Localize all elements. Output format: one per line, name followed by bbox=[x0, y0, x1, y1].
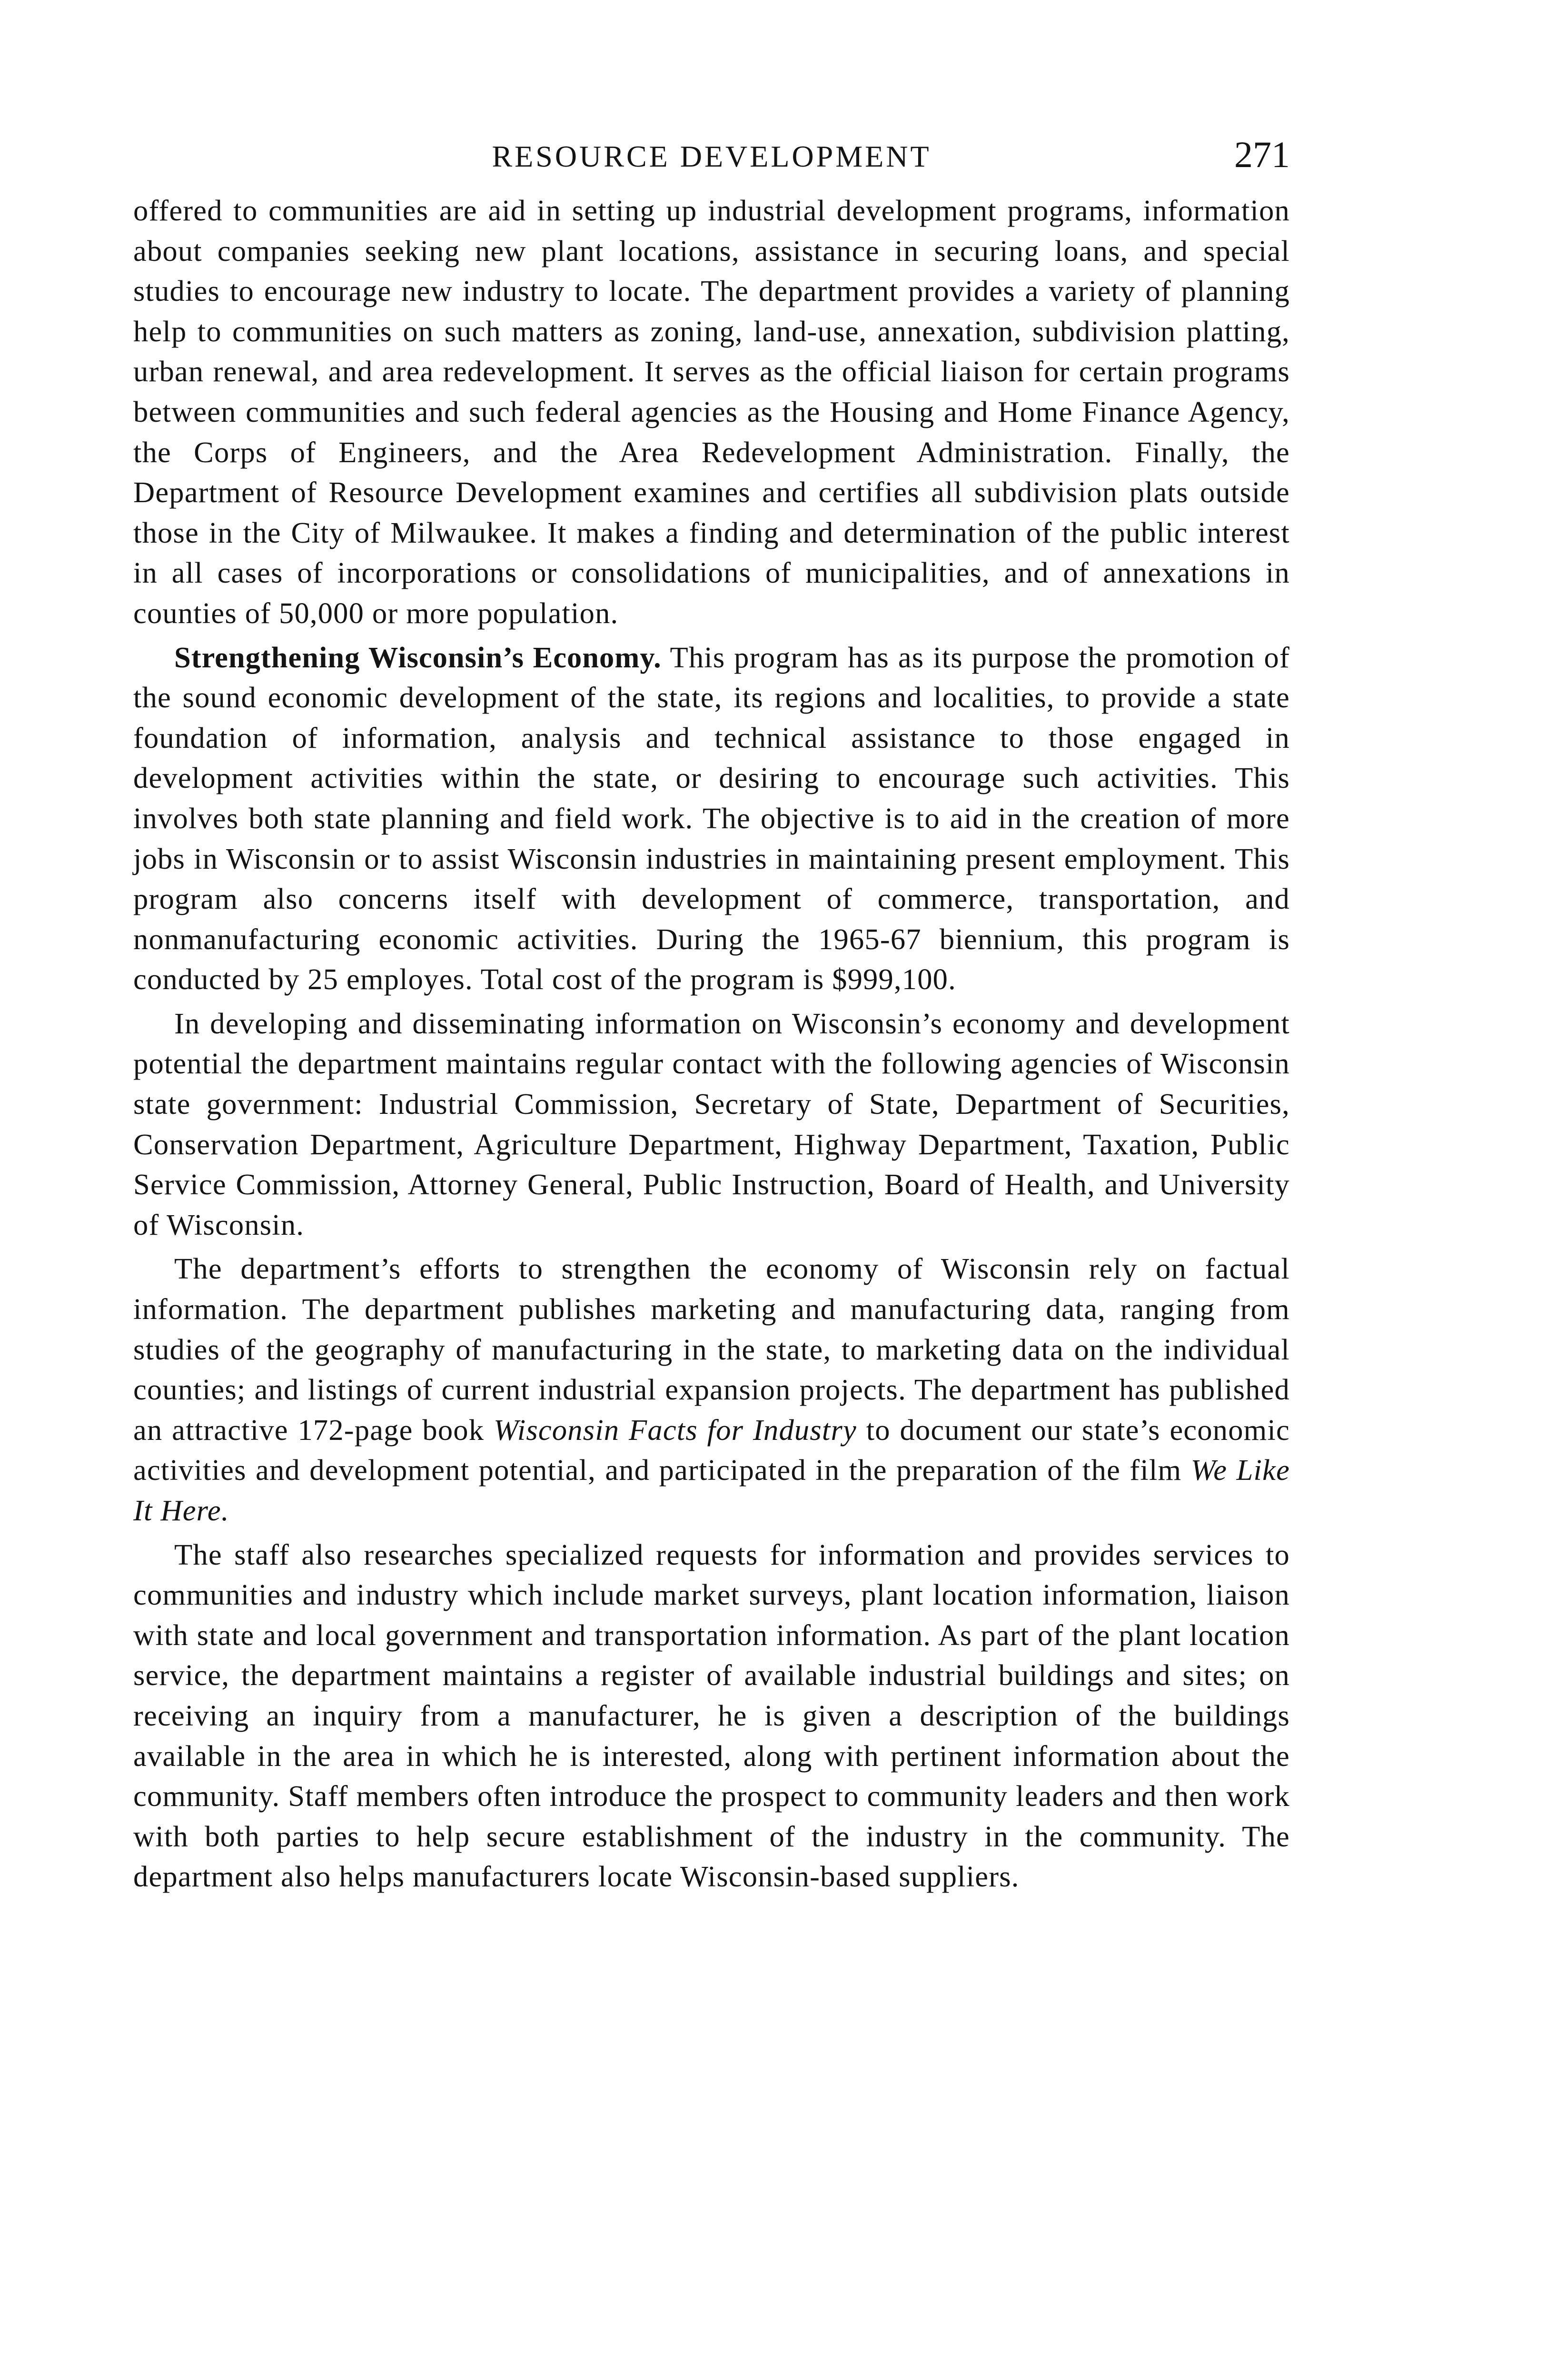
paragraph-text: This program has as its purpose the promotion of the sound economic development of the state, its regions and localities, to provide a state foundation of information, analysis and technical assistance to those engaged in development activities within the state, or desiring to encourage such activities. This involves both state planning and field work. The objective is to aid in the creation of more jobs in Wisconsin or to assist Wisconsin industries in maintaining present employment. This program also concerns itself with development of commerce, transportation, and nonmanufacturing economic activities. During the 1965-67 biennium, this program is conducted by 25 employes. Total cost of the program is $999,100. bbox=[133, 640, 1290, 996]
paragraph-text: The department’s efforts to strengthen the economy of Wisconsin rely on factual information. The department publishes marketing and manufacturing data, ranging from studies of the geography of manufacturing in the state, to marketing data on the individual counties; and listings of current industrial expansion projects. The department has published an attractive 172-page book bbox=[133, 1252, 1290, 1447]
paragraph-text: to document our state’s economic activities and development potential, and participated in the preparation of the film bbox=[133, 1413, 1290, 1487]
section-run-in-heading: Strengthening Wisconsin’s Economy. bbox=[174, 640, 662, 674]
paragraph-strengthening-economy bbox=[133, 637, 1290, 1000]
paragraph-continued: offered to communities are aid in setting up industrial development programs, information about companies seeking new plant locations, assistance in securing loans, and special studies to encourage new industry to locate. The department provides a variety of planning help to communities on such matters as zoning, land-use, annexation, subdivision platting, urban renewal, and area redevelopment. It serves as the official liaison for certain programs between communities and such federal agencies as the Housing and Home Finance Agency, the Corps of Engineers, and the Area Redevelopment Administration. Finally, the Department of Resource Development examines and certifies all subdivision plats outside those in the City of Milwaukee. It makes a finding and determination of the public interest in all cases of incorporations or consolidations of municipalities, and of annexations in counties of 50,000 or more population. bbox=[133, 194, 1290, 630]
book-title: Wisconsin Facts for Industry bbox=[493, 1413, 857, 1447]
page-number: 271 bbox=[1234, 134, 1290, 175]
running-header bbox=[133, 133, 1290, 190]
film-title: We Like It Here. bbox=[133, 1453, 1290, 1527]
document-page bbox=[133, 133, 1290, 1897]
paragraph-staff-services: The staff also researches specialized requests for information and provides services to communities and industry which include market surveys, plant location information, liaison with state and local government and transportation information. As part of the plant location service, the department maintains a register of available industrial buildings and sites; on receiving an inquiry from a manufacturer, he is given a description of the buildings available in the area in which he is interested, along with pertinent information about the community. Staff members often introduce the prospect to community leaders and then work with both parties to help secure establishment of the industry in the community. The department also helps manufacturers locate Wisconsin-based suppliers. bbox=[133, 1537, 1290, 1894]
paragraph-publications bbox=[133, 1249, 1290, 1530]
paragraph-agency-contacts: In developing and disseminating information on Wisconsin’s economy and development potential the department maintains regular contact with the following agencies of Wisconsin state government: Industrial Commission, Secretary of State, Department of Securities, Conservation Department, Agriculture Department, Highway Department, Taxation, Public Service Commission, Attorney General, Public Instruction, Board of Health, and University of Wisconsin. bbox=[133, 1006, 1290, 1241]
running-title: RESOURCE DEVELOPMENT bbox=[492, 139, 932, 173]
